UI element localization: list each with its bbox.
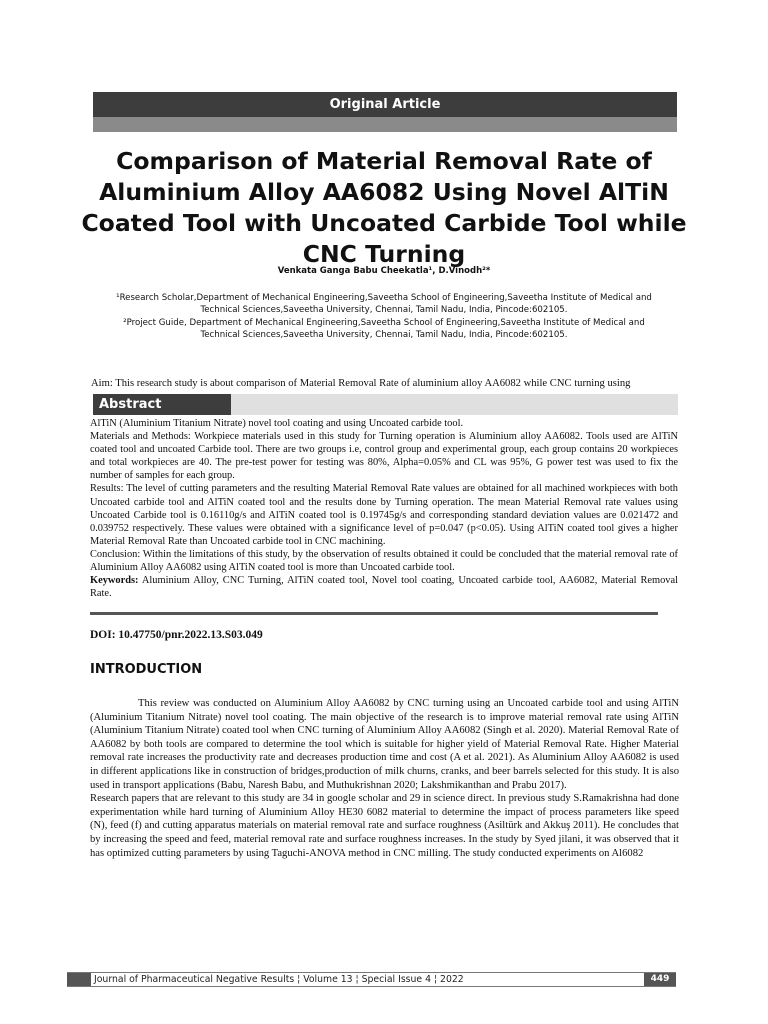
- affiliation-1: [80, 292, 688, 316]
- introduction-paragraph-1: This review was conducted on Aluminium Alloy AA6082 by CNC turning using an Uncoated carbide tool and using AlTiN (Aluminium Titanium Nitrate) novel tool coating. The main objective of the research is to improve material removal rate using AlTiN (Aluminium Titanium Nitrate) coated tool when CNC turning of Aluminium Alloy AA6082 (Singh et al. 2020). Material Removal Rate of AA6082 by both tools are compared to determine the tool which is suitable for higher yield of Material Removal Rate. Higher Material removal rate increases the productivity rate and decreases production time and cost (A et al. 2021). As Aluminium Alloy AA6082 is used in different applications like in construction of bridges,production of milk churns, cranks, and beer barrels selected for this study. It is also used in transport applications (Babu, Naresh Babu, and Muthukrishnan 2020; Lakshmikanthan and Prabu 2017).: [90, 698, 679, 791]
- abstract-keywords: [90, 574, 678, 600]
- article-type-label: Original Article: [93, 92, 677, 117]
- doi-link[interactable]: DOI: 10.47750/pnr.2022.13.S03.049: [90, 629, 263, 641]
- page-footer: [67, 972, 676, 987]
- abstract-methods: Materials and Methods: Workpiece materials used in this study for Turning operation is Aluminium alloy AA6082. Tools used are AlTiN coated tool and uncoated Carbide tool. There are two groups i.e, control group and experimental group, each group contains 20 workpieces and total workpieces are 40. The pre-test power for testing was 80%, Alpha=0.05% and CL was 95%, G power test was used to fix the number of samples for each group.: [90, 431, 678, 482]
- footer-bar-left: [67, 973, 91, 986]
- footer-journal-info: Journal of Pharmaceutical Negative Results ¦ Volume 13 ¦ Special Issue 4 ¦ 2022: [94, 974, 464, 985]
- abstract-results: Results: The level of cutting parameters and the resulting Material Removal Rate values are obtained for all machined workpieces with both Uncoated carbide tool and AlTiN coated tool and the results done by Turning operation. The mean Material Removal rate values using Uncoated Carbide tool is 0.16110g/s and AlTiN coated tool is 0.19745g/s and corresponding standard deviation values are 0.021472 and 0.039752 respectively. These values were obtained with a significance level of p=0.047 (p<0.05). Using AlTiN coated tool gives a higher Material Removal Rate than Uncoated carbide tool in CNC machining.: [90, 483, 678, 547]
- introduction-body: [90, 697, 679, 860]
- affiliation-2: [80, 317, 688, 341]
- article-type-banner: [93, 92, 677, 132]
- affiliation-1-line-2: Technical Sciences,Saveetha University, Chennai, Tamil Nadu, India, Pincode:602105.: [200, 305, 568, 315]
- affiliation-2-line-2: Technical Sciences,Saveetha University, Chennai, Tamil Nadu, India, Pincode:602105.: [200, 330, 568, 340]
- abstract-aim-line: Aim: This research study is about comparison of Material Removal Rate of aluminium alloy AA6082 while CNC turning using: [91, 378, 631, 389]
- abstract-aim-continued: AlTiN (Aluminium Titanium Nitrate) novel tool coating and using Uncoated carbide tool.: [90, 418, 464, 429]
- abstract-body: [90, 417, 678, 600]
- abstract-heading-bar: [93, 394, 678, 415]
- author-list: Venkata Ganga Babu Cheekatla¹, D.Vinodh²*: [277, 266, 491, 276]
- keywords-text: Aluminium Alloy, CNC Turning, AlTiN coated tool, Novel tool coating, Uncoated carbide tool, AA6082, Material Removal Rate.: [90, 575, 678, 600]
- affiliation-2-line-1: ²Project Guide, Department of Mechanical Engineering,Saveetha School of Engineering,Saveetha Institute of Medical and: [123, 318, 645, 328]
- paper-title: Comparison of Material Removal Rate of Aluminium Alloy AA6082 Using Novel AlTiN Coated Tool with Uncoated Carbide Tool while CNC Turning: [81, 147, 687, 268]
- introduction-paragraph-2: Research papers that are relevant to this study are 34 in google scholar and 29 in science direct. In previous study S.Ramakrishna had done experimentation while hard turning of Aluminium Alloy HE30 6082 material to determine the impact of process parameters like speed (N), feed (f) and cutting apparatus materials on material removal rate and surface roughness (Asiltürk and Akkuş 2011). He concludes that by increasing the speed and feed, material removal rate and surface roughness increases. In the study by Syed jilani, it was observed that it has optimized cutting parameters by using Taguchi-ANOVA method in CNC milling. The study conducted experiments on Al6082: [90, 793, 679, 859]
- abstract-conclusion: Conclusion: Within the limitations of this study, by the observation of results obtained it could be concluded that the material removal rate of Aluminium Alloy AA6082 using AlTiN coated tool is more than Uncoated carbide tool.: [90, 548, 678, 574]
- page-number: 449: [644, 973, 676, 986]
- affiliation-1-line-1: ¹Research Scholar,Department of Mechanical Engineering,Saveetha School of Engineering,Saveetha Institute of Medical and: [116, 293, 652, 303]
- introduction-heading: INTRODUCTION: [90, 662, 203, 677]
- section-divider: [90, 612, 658, 615]
- abstract-heading: Abstract: [93, 394, 231, 415]
- keywords-label: Keywords:: [90, 575, 139, 587]
